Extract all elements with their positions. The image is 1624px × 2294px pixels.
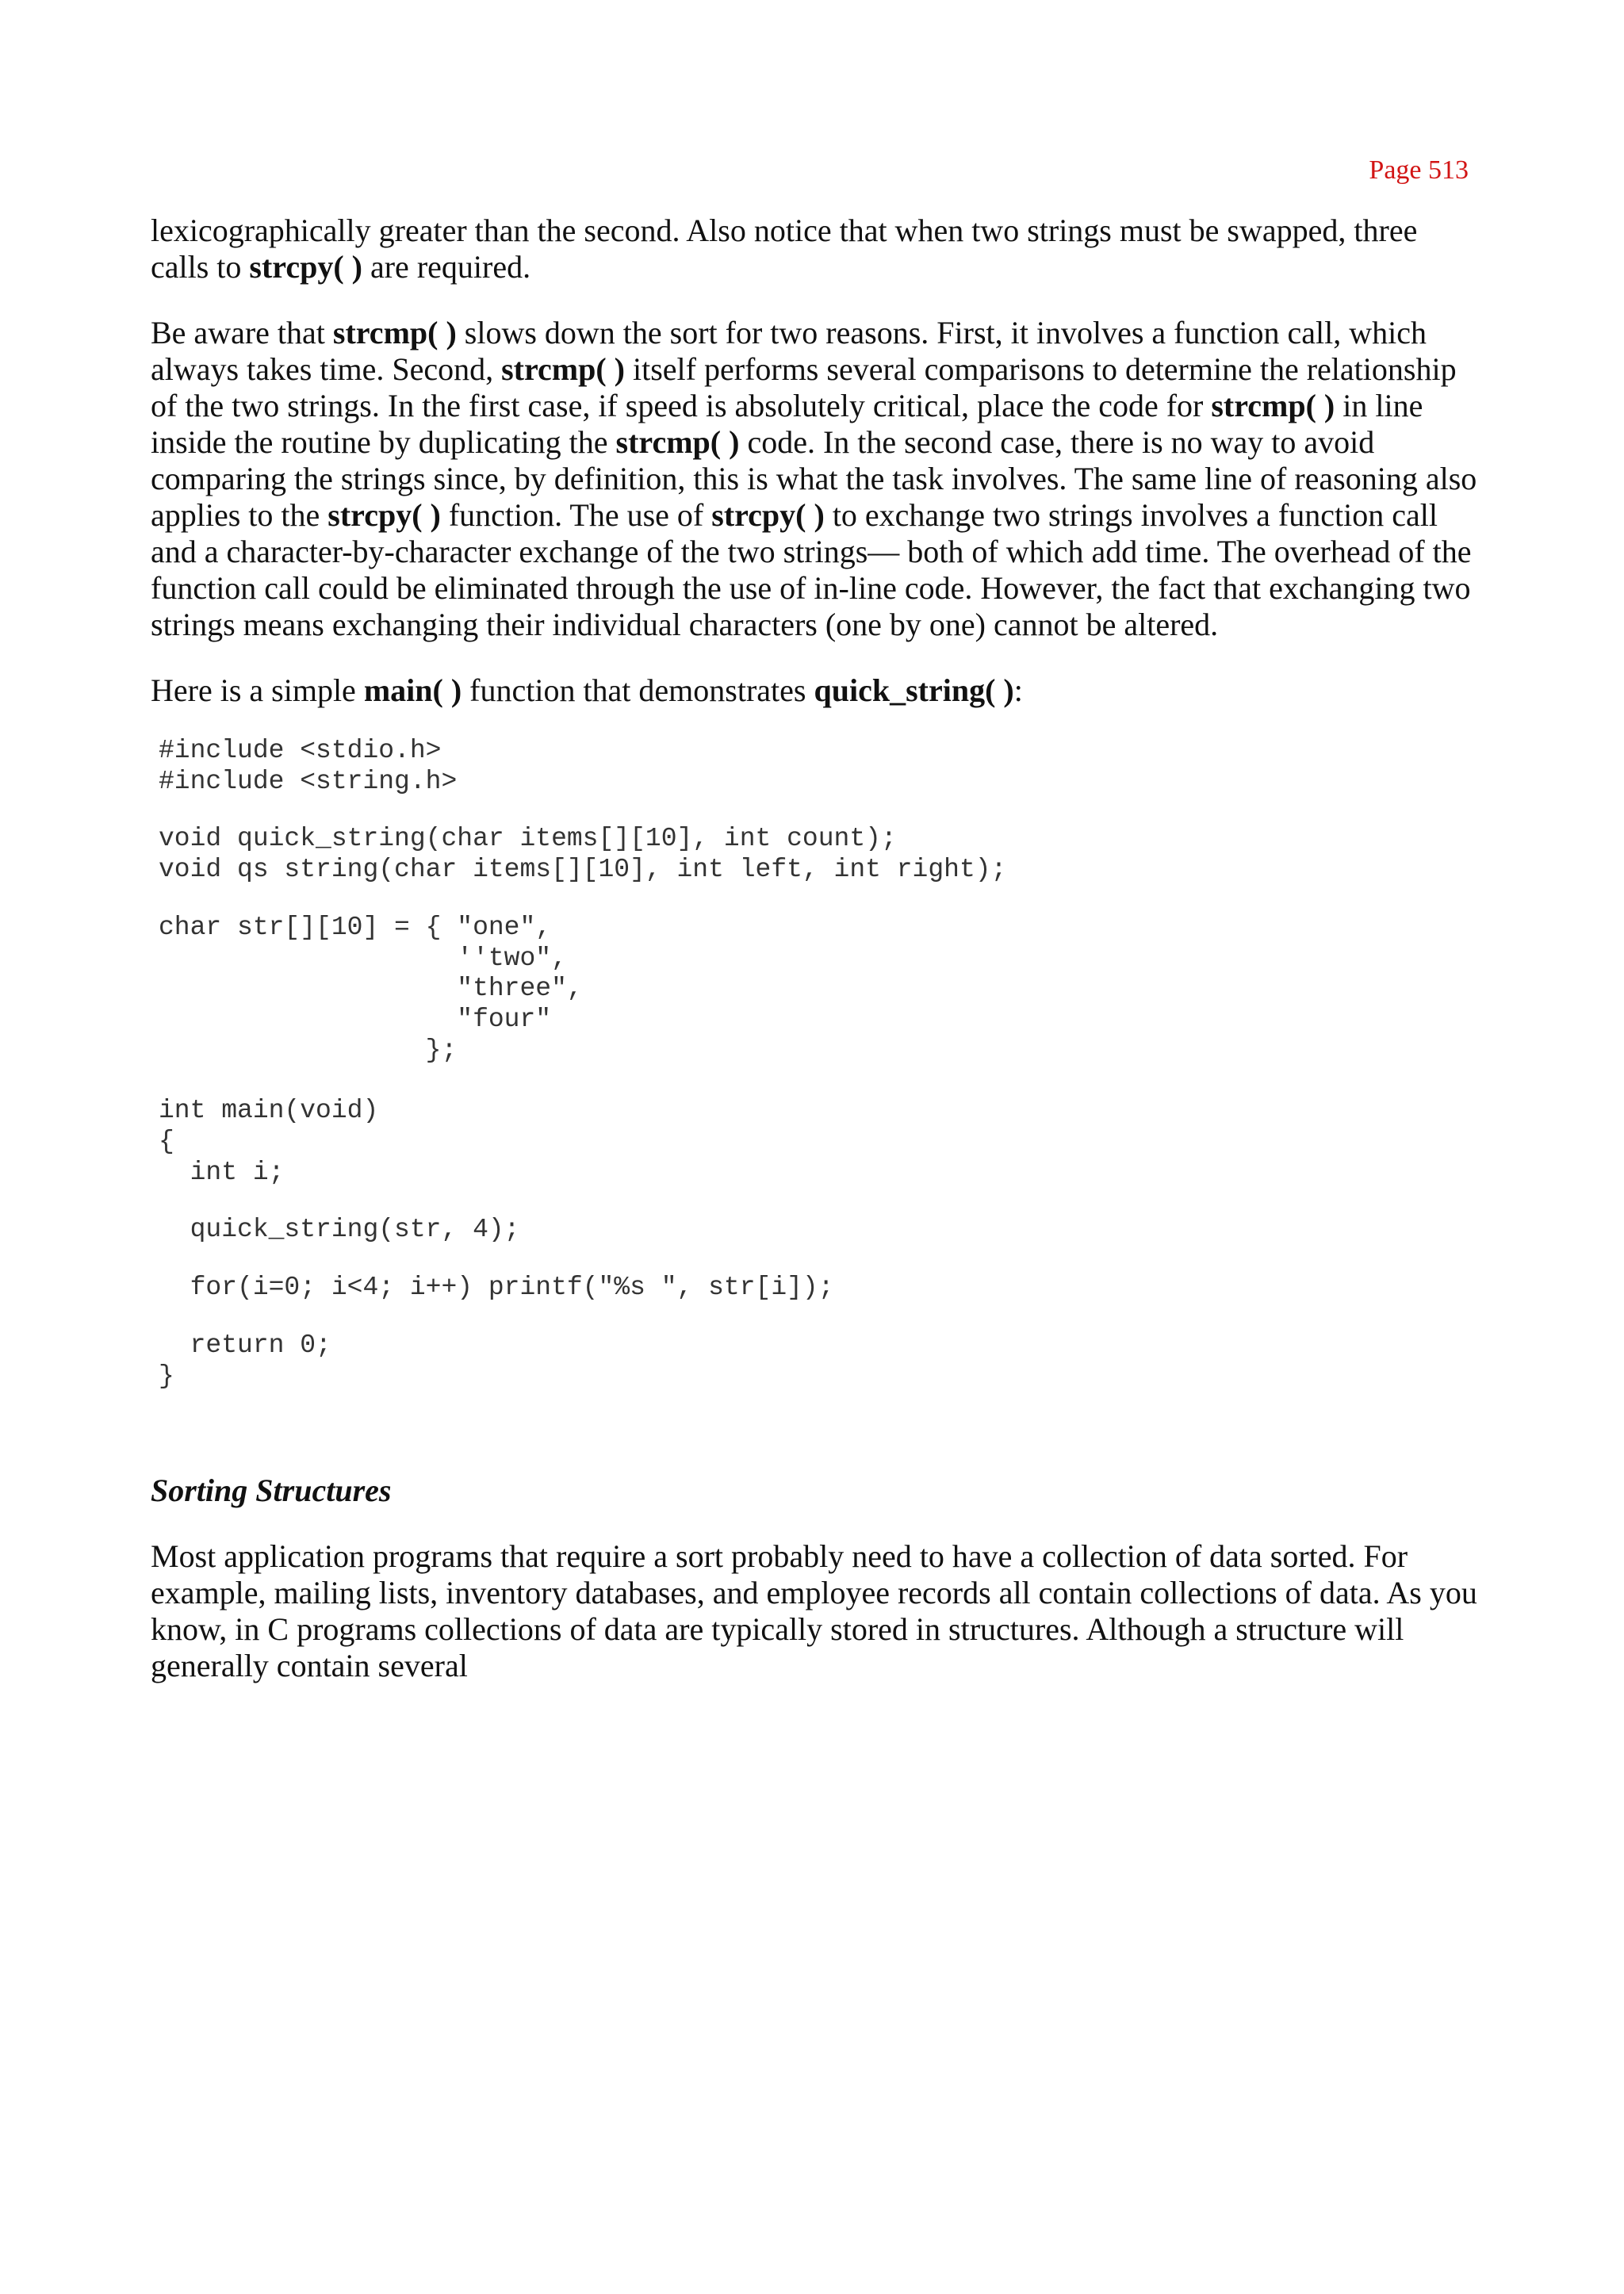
code-includes: #include <stdio.h> #include <string.h> bbox=[159, 736, 458, 796]
code-quick-string-call: quick_string(str, 4); bbox=[159, 1215, 520, 1245]
inline-code-term: quick_string( ) bbox=[814, 672, 1014, 708]
paragraph-text: to exchange two strings involves a function call and a character-by-character exchange of the two strings— both of which add time. The overhead of the function call could be eliminated through the use of in-line code. However, the fact that exchanging two strings means exchanging their individual characters (one by one) cannot be altered. bbox=[151, 497, 1472, 642]
section-heading: Sorting Structures bbox=[151, 1473, 392, 1509]
inline-code-term: strcmp( ) bbox=[1211, 388, 1335, 423]
paragraph-text: : bbox=[1013, 672, 1023, 708]
paragraph-text: function. The use of bbox=[440, 497, 712, 533]
inline-code-term: strcpy( ) bbox=[711, 497, 825, 533]
code-prototypes: void quick_string(char items[][10], int count); void qs string(char items[][10], int left, int right); bbox=[159, 824, 1007, 885]
paragraph-main-intro bbox=[151, 672, 1483, 709]
code-for-loop: for(i=0; i<4; i++) printf("%s ", str[i]); bbox=[159, 1273, 834, 1303]
inline-code-term: strcpy( ) bbox=[249, 249, 362, 285]
code-return: return 0; } bbox=[159, 1330, 331, 1391]
paragraph-text: code. In the second case, there is no way to avoid comparing the strings since, by definition, this is what the task involves. The same line of reasoning also applies to the bbox=[151, 424, 1477, 533]
inline-code-term: strcmp( ) bbox=[501, 351, 625, 387]
paragraph-text: slows down the sort for two reasons. First, it involves a function call, which always takes time. Second, bbox=[151, 315, 1427, 387]
inline-code-term: strcmp( ) bbox=[615, 424, 740, 460]
paragraph-text: Be aware that bbox=[151, 315, 333, 350]
paragraph-text: itself performs several comparisons to determine the relationship of the two strings. In the first case, if speed is absolutely critical, place the code for bbox=[151, 351, 1457, 423]
page-content bbox=[151, 213, 1483, 1714]
paragraph-text: lexicographically greater than the second. Also notice that when two strings must be swapped, three calls to bbox=[151, 213, 1418, 285]
paragraph-text: are required. bbox=[362, 249, 531, 285]
paragraph-text: Here is a simple bbox=[151, 672, 364, 708]
page-number: Page 513 bbox=[1369, 155, 1469, 185]
inline-code-term: strcpy( ) bbox=[327, 497, 441, 533]
paragraph-swap-note bbox=[151, 213, 1483, 285]
paragraph-sorting-structures: Most application programs that require a sort probably need to have a collection of data sorted. For example, mailing lists, inventory databases, and employee records all contain collections of data. As you know, in C programs collections of data are typically stored in structures. Although a structure will generally contain several bbox=[151, 1538, 1477, 1684]
paragraph-text: in line inside the routine by duplicating the bbox=[151, 388, 1423, 460]
code-main-header: int main(void) { int i; bbox=[159, 1096, 379, 1187]
inline-code-term: main( ) bbox=[363, 672, 462, 708]
paragraph-strcmp-performance bbox=[151, 315, 1483, 643]
paragraph-text: function that demonstrates bbox=[462, 672, 814, 708]
code-str-array: char str[][10] = { "one", ''two", "three", "four" }; bbox=[159, 912, 583, 1065]
inline-code-term: strcmp( ) bbox=[332, 315, 457, 350]
